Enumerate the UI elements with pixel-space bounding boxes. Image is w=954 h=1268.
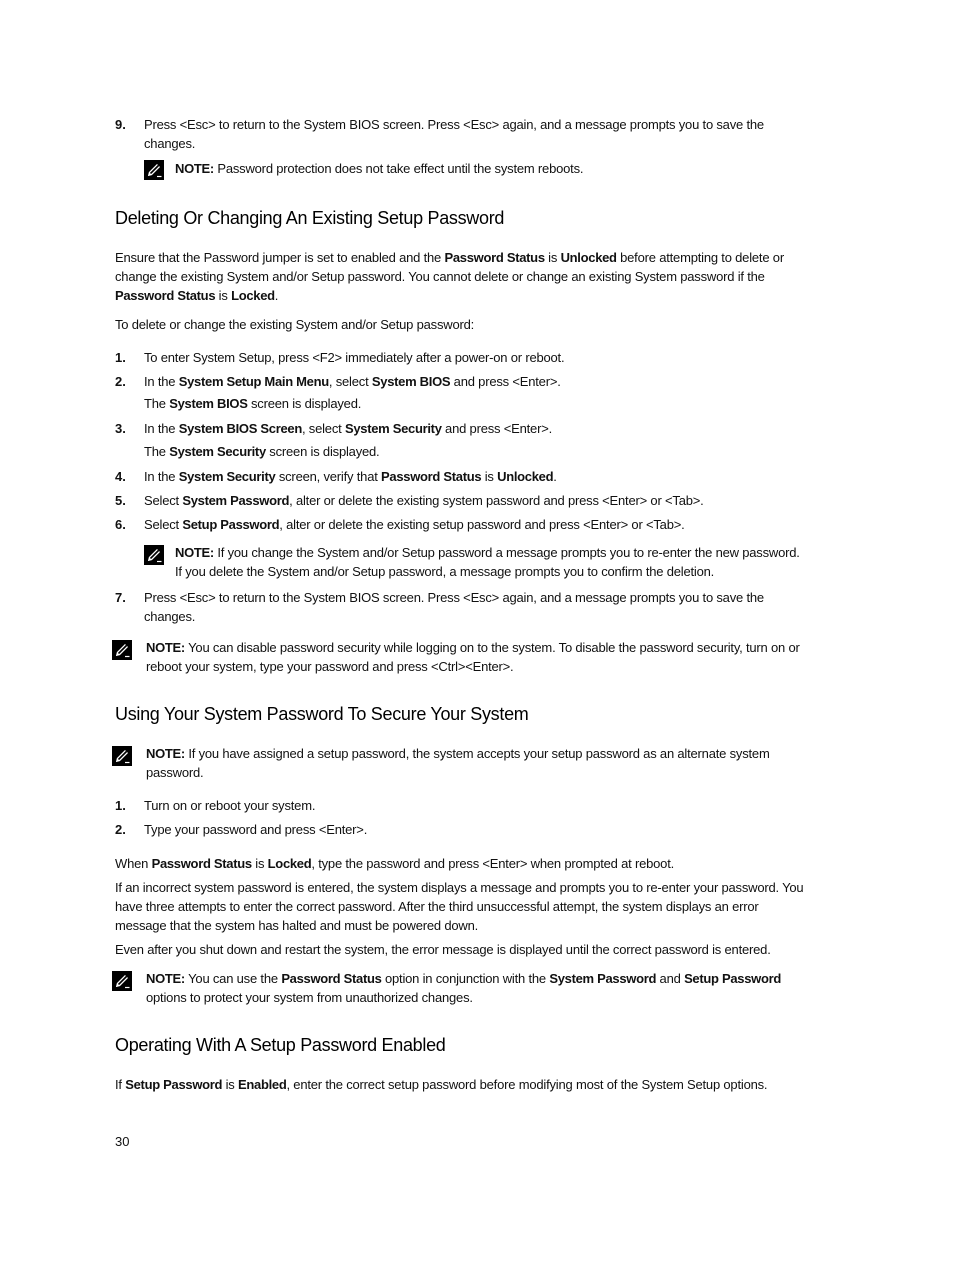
note	[175, 543, 805, 581]
text-run: , type the password and press <Enter> when prompted at reboot.	[311, 856, 675, 871]
text-run: Select	[144, 493, 183, 508]
step-result	[144, 394, 814, 413]
note	[146, 638, 816, 676]
bold-run: Setup Password	[182, 517, 280, 532]
note-text: If you change the System and/or Setup password a message prompts you to re-enter the new password. If you delete the System and/or Setup password, a message prompts you to confirm the deletion.	[175, 545, 800, 579]
step-text	[144, 372, 814, 391]
step-number: 6.	[115, 517, 126, 532]
bold-run: System BIOS Screen	[178, 421, 302, 436]
bold-run: Locked	[231, 288, 275, 303]
note	[175, 159, 815, 178]
step-text	[144, 515, 814, 534]
text-run: and press <Enter>.	[450, 374, 561, 389]
step-text	[144, 467, 814, 486]
text-run: , select	[301, 421, 345, 436]
text-run: and	[656, 971, 685, 986]
text-run: When	[115, 856, 152, 871]
bold-run: System Setup Main Menu	[178, 374, 329, 389]
section-heading: Operating With A Setup Password Enabled	[115, 1035, 446, 1055]
bold-run: System Security	[344, 421, 442, 436]
step-text: Turn on or reboot your system.	[144, 798, 316, 813]
text-run: You can use the	[184, 971, 282, 986]
bold-run: Enabled	[238, 1077, 287, 1092]
lead-paragraph: To delete or change the existing System and/or Setup password:	[115, 317, 475, 332]
note-label: NOTE:	[146, 971, 185, 986]
text-run: , select	[328, 374, 372, 389]
page-number: 30	[115, 1134, 130, 1149]
step-number: 3.	[115, 421, 126, 436]
step-text: Type your password and press <Enter>.	[144, 822, 368, 837]
step-text: Press <Esc> to return to the System BIOS screen. Press <Esc> again, and a message prompts you to save the changes.	[144, 590, 764, 624]
note-label: NOTE:	[146, 640, 185, 655]
step-number: 5.	[115, 493, 126, 508]
note-text: If you have assigned a setup password, the system accepts your setup password as an alternate system password.	[146, 746, 770, 780]
paragraph	[115, 1075, 815, 1094]
pencil-note-icon	[112, 640, 132, 660]
pencil-note-icon	[144, 545, 164, 565]
step-text: Press <Esc> to return to the System BIOS screen. Press <Esc> again, and a message prompts you to save the changes.	[144, 117, 764, 151]
step-number: 4.	[115, 469, 126, 484]
section-heading: Deleting Or Changing An Existing Setup Password	[115, 208, 505, 228]
bold-run: System BIOS	[371, 374, 451, 389]
step-number: 7.	[115, 590, 126, 605]
bold-run: Password Status	[151, 856, 252, 871]
text-run: , alter or delete the existing setup password and press <Enter> or <Tab>.	[279, 517, 685, 532]
text-run: Ensure that the Password jumper is set to enabled and the	[115, 250, 445, 265]
intro-paragraph	[115, 248, 805, 305]
bold-run: Password Status	[281, 971, 382, 986]
pencil-note-icon	[112, 971, 132, 991]
text-run: Select	[144, 517, 183, 532]
pencil-note-icon	[112, 746, 132, 766]
bold-run: Setup Password	[684, 971, 781, 986]
paragraph	[115, 854, 815, 873]
bold-run: System Security	[169, 444, 266, 459]
text-run: and press <Enter>.	[441, 421, 553, 436]
bold-run: Password Status	[381, 469, 482, 484]
note	[146, 969, 806, 1007]
text-run: is	[251, 856, 268, 871]
pencil-note-icon	[144, 160, 164, 180]
text-run: If	[115, 1077, 126, 1092]
note-label: NOTE:	[175, 161, 214, 176]
text-run: .	[274, 288, 279, 303]
text-run: screen is displayed.	[265, 444, 380, 459]
text-run: The	[144, 444, 170, 459]
bold-run: System Password	[182, 493, 290, 508]
step-text	[144, 491, 814, 510]
step-text	[144, 419, 814, 438]
note-text: Password protection does not take effect until the system reboots.	[213, 161, 584, 176]
step-number: 9.	[115, 117, 126, 132]
text-run: is	[222, 1077, 238, 1092]
step-result	[144, 442, 814, 461]
step-text: To enter System Setup, press <F2> immediately after a power-on or reboot.	[144, 350, 565, 365]
step-number: 1.	[115, 798, 126, 813]
note	[146, 744, 796, 782]
text-run: , alter or delete the existing system password and press <Enter> or <Tab>.	[289, 493, 704, 508]
text-run: .	[553, 469, 557, 484]
section-heading: Using Your System Password To Secure Your System	[115, 704, 529, 724]
text-run: In the	[144, 469, 179, 484]
text-run: is	[544, 250, 561, 265]
bold-run: System Security	[178, 469, 276, 484]
paragraph: Even after you shut down and restart the system, the error message is displayed until the correct password is entered.	[115, 942, 771, 957]
text-run: In the	[144, 421, 179, 436]
text-run: screen, verify that	[275, 469, 382, 484]
step-number: 1.	[115, 350, 126, 365]
bold-run: Unlocked	[560, 250, 617, 265]
note-label: NOTE:	[146, 746, 185, 761]
text-run: before attempting to delete or change the existing System and/or Setup password. You cannot delete or change an existing System password if the	[115, 250, 784, 284]
text-run: is	[481, 469, 498, 484]
step-number: 2.	[115, 374, 126, 389]
bold-run: Password Status	[115, 288, 216, 303]
paragraph: If an incorrect system password is entered, the system displays a message and prompts you to re-enter your password. You have three attempts to enter the correct password. After the third unsuccessful attempt, the system displays an error message that the system has halted and must be powered down.	[115, 880, 804, 933]
text-run: is	[215, 288, 232, 303]
text-run: The	[144, 396, 170, 411]
text-run: screen is displayed.	[247, 396, 362, 411]
bold-run: Unlocked	[497, 469, 554, 484]
bold-run: System Password	[549, 971, 657, 986]
step-number: 2.	[115, 822, 126, 837]
text-run: options to protect your system from unauthorized changes.	[146, 990, 473, 1005]
bold-run: System BIOS	[169, 396, 248, 411]
text-run: , enter the correct setup password before modifying most of the System Setup options.	[286, 1077, 768, 1092]
note-text: You can disable password security while logging on to the system. To disable the password security, turn on or reboot your system, type your password and press <Ctrl><Enter>.	[146, 640, 800, 674]
bold-run: Password Status	[444, 250, 545, 265]
text-run: In the	[144, 374, 179, 389]
bold-run: Locked	[267, 856, 312, 871]
bold-run: Setup Password	[125, 1077, 223, 1092]
note-label: NOTE:	[175, 545, 214, 560]
text-run: option in conjunction with the	[381, 971, 550, 986]
